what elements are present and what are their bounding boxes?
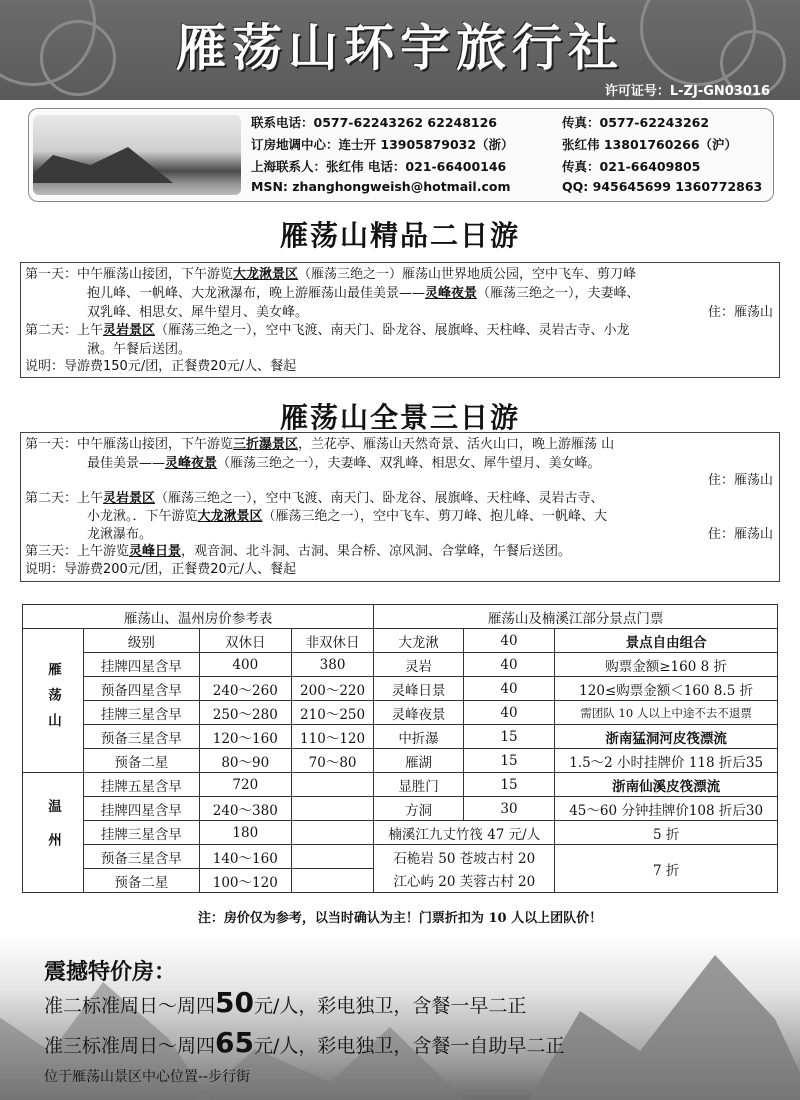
promo-title: 震撼特价房： — [44, 960, 177, 985]
ticket-price: 30 — [463, 797, 555, 821]
hotel-weekend-price: 240～380 — [199, 797, 291, 821]
promo-l2-text: 准三标准周日～周四 — [44, 1035, 216, 1057]
hotel-weekday-price — [291, 773, 374, 797]
hotel-weekday-price: 200～220 — [291, 677, 374, 701]
fax2-label: 传真： — [562, 159, 600, 174]
tour3-day2-text: 龙湫瀑布。 — [87, 527, 153, 542]
tour3-title: 雁荡山全景三日游 — [279, 401, 520, 434]
hotel-weekend-price: 80～90 — [199, 749, 291, 773]
ticket-price: 40 — [463, 653, 555, 677]
tour3-day1-text: （雁荡三绝之一），夫妻峰、双乳峰、相思女、犀牛望月、美女峰。 — [217, 456, 601, 471]
tour2-title: 雁荡山精品二日游 — [279, 219, 520, 252]
tour3-day2-text: 小龙湫。．下午游览 — [87, 509, 198, 524]
ticket-name: 灵岩 — [374, 653, 463, 677]
qq-label: QQ: — [562, 179, 589, 194]
hotel-weekend-price: 720 — [199, 773, 291, 797]
hotel-weekday-price: 70～80 — [291, 749, 374, 773]
combo-info: 1.5～2 小时挂牌价 118 折后35 — [555, 749, 778, 773]
tour3-day1-text: 最佳美景—— — [87, 456, 166, 471]
tour3-day2-text: 第二天：上午 — [25, 491, 104, 506]
contact-box — [28, 108, 774, 202]
combo-info: 45～60 分钟挂牌价108 折后30 — [555, 797, 778, 821]
hotel-level: 预备二星 — [84, 869, 200, 893]
nanxi-raft-price: 楠溪江九丈竹筏 47 元/人 — [374, 821, 555, 845]
agency-title: 雁荡山环宇旅行社 — [176, 19, 624, 77]
shiwei-ticket: 石桅岩 50 苍坡古村 20 — [374, 845, 555, 869]
tour3-lingfeng-day: 灵峰日景 — [129, 544, 182, 559]
ticket-price: 15 — [463, 773, 555, 797]
tour3-day3-text: ，观音洞、北斗洞、古洞、果合桥、凉风洞、合掌峰，午餐后送团。 — [181, 544, 572, 559]
tour3-day2-text: （雁荡三绝之一），空中飞渡、南天门、卧龙谷、展旗峰、天柱峰、灵岩古寺、 — [155, 491, 604, 506]
city-yandangshan: 雁荡山 — [23, 629, 84, 773]
landscape-photo — [33, 115, 241, 195]
fax-label: 传真： — [562, 115, 600, 130]
col-level-header: 级别 — [84, 629, 200, 653]
ticket-price: 40 — [463, 701, 555, 725]
ticket-name: 灵峰日景 — [374, 677, 463, 701]
hotel-level: 预备二星 — [84, 749, 200, 773]
tour2-day1-text: 第一天：中午雁荡山接团，下午游览 — [25, 267, 234, 282]
tour3-day2-text: （雁荡三绝之一），空中飞车、剪刀峰、抱儿峰、一帆峰、大 — [262, 509, 608, 524]
hotel-weekday-price — [291, 845, 374, 869]
jiangxin-ticket: 江心屿 20 芙蓉古村 20 — [374, 869, 555, 893]
hotel-weekday-price — [291, 869, 374, 893]
hotel-weekend-price: 240～260 — [199, 677, 291, 701]
price-note: 注：房价仅为参考，以当时确认为主！门票折扣为 10 人以上团队价！ — [197, 911, 603, 926]
tour2-day2-text: （雁荡三绝之一），空中飞渡、南天门、卧龙谷、展旗峰、天柱峰、灵岩古寺、小龙 — [155, 323, 630, 338]
shanghai-label: 上海联系人： — [251, 159, 327, 174]
hotel-level: 预备三星含早 — [84, 845, 200, 869]
hotel-level: 挂牌三星含早 — [84, 701, 200, 725]
msn-value[interactable]: zhanghongweish@hotmail.com — [292, 179, 511, 194]
zhang-contact: 张红伟 13801760266（沪） — [562, 137, 738, 152]
ticket-name: 大龙湫 — [374, 629, 463, 653]
promo-line-1 — [44, 986, 526, 1019]
combo-info: 120≤购票金额＜160 8.5 折 — [555, 677, 778, 701]
tour2-day1-text: 双乳峰、相思女、犀牛望月、美女峰。 — [87, 305, 309, 320]
tour2-day2-text: 湫。午餐后送团。 — [87, 342, 192, 357]
hotel-level: 挂牌四星含早 — [84, 797, 200, 821]
ticket-price: 15 — [463, 749, 555, 773]
hotel-weekend-price: 180 — [199, 821, 291, 845]
hotel-weekend-price: 120～160 — [199, 725, 291, 749]
tour3-day3-text: 第三天：上午游览 — [25, 544, 130, 559]
col-weekend-header: 双休日 — [199, 629, 291, 653]
tour2-day2-text: 第二天：上午 — [25, 323, 104, 338]
tour3-note: 说明：导游费200元/团，正餐费20元/人、餐起 — [25, 562, 297, 577]
combo-discount: 7 折 — [555, 845, 778, 893]
tour2-itinerary — [20, 262, 780, 378]
tour2-lingfeng-night: 灵峰夜景 — [425, 286, 478, 301]
promo-l1-text: 元/人，彩电独卫，含餐一早二正 — [253, 995, 527, 1017]
qq-value: 945645699 1360772863 — [592, 179, 763, 194]
ticket-price: 15 — [463, 725, 555, 749]
booking-label: 订房地调中心： — [251, 137, 339, 152]
promo-l1-price: 50 — [215, 986, 254, 1019]
tour2-note: 说明：导游费150元/团，正餐费20元/人、餐起 — [25, 359, 297, 374]
tour2-day1-text: 抱儿峰、一帆峰、大龙湫瀑布，晚上游雁荡山最佳美景—— — [87, 286, 426, 301]
phone-value: 0577-62243262 62248126 — [313, 115, 498, 130]
tour2-lingyan-link: 灵岩景区 — [103, 323, 156, 338]
tour3-lingyan-link: 灵岩景区 — [103, 491, 156, 506]
ticket-table-title: 雁荡山及楠溪江部分景点门票 — [374, 605, 778, 629]
hotel-weekend-price: 250～280 — [199, 701, 291, 725]
promo-line-2 — [44, 1026, 564, 1059]
hotel-level: 预备三星含早 — [84, 725, 200, 749]
hotel-weekend-price: 100～120 — [199, 869, 291, 893]
tour2-dalongqiu-link: 大龙湫景区 — [233, 267, 299, 282]
price-table — [22, 604, 778, 893]
fax2-value: 021-66409805 — [599, 159, 701, 174]
tour2-day1-stay: 住：雁荡山 — [707, 305, 773, 320]
tour3-itinerary — [20, 432, 780, 582]
hotel-weekend-price: 400 — [199, 653, 291, 677]
hotel-weekend-price: 140～160 — [199, 845, 291, 869]
hotel-level: 挂牌五星含早 — [84, 773, 200, 797]
permit-number: 许可证号：L-ZJ-GN03016 — [604, 84, 770, 99]
tour2-day1-text: （雁荡三绝之一）雁荡山世界地质公园，空中飞车、剪刀峰 — [298, 267, 637, 282]
tour3-day1-text: 第一天：中午雁荡山接团，下午游览 — [25, 437, 234, 452]
tour3-dalongqiu-link: 大龙湫景区 — [197, 509, 263, 524]
hotel-weekday-price: 380 — [291, 653, 374, 677]
promo-location: 位于雁荡山景区中心位置--步行街 — [44, 1069, 251, 1085]
combo-info: 浙南仙溪皮筏漂流 — [555, 773, 778, 797]
hotel-level: 预备四星含早 — [84, 677, 200, 701]
header-banner — [0, 0, 800, 100]
ticket-name: 中折瀑 — [374, 725, 463, 749]
promo-l2-text: 元/人，彩电独卫，含餐一自助早二正 — [253, 1035, 565, 1057]
nanxi-discount: 5 折 — [555, 821, 778, 845]
ticket-name: 灵峰夜景 — [374, 701, 463, 725]
fax-value: 0577-62243262 — [599, 115, 710, 130]
tour3-day2-stay: 住：雁荡山 — [707, 527, 773, 542]
hotel-weekday-price — [291, 797, 374, 821]
tour2-day1-text: （雁荡三绝之一），夫妻峰、 — [477, 286, 640, 301]
tour3-day1-stay: 住：雁荡山 — [707, 473, 773, 488]
tour3-day1-text: ，兰花亭、雁荡山天然奇景、活火山口，晚上游雁荡 山 — [298, 437, 615, 452]
phone-label: 联系电话： — [251, 115, 314, 130]
msn-label: MSN: — [251, 179, 288, 194]
hotel-table-title: 雁荡山、温州房价参考表 — [23, 605, 374, 629]
shanghai-value: 张红伟 电话：021-66400146 — [326, 159, 507, 174]
combo-info: 购票金额≥160 8 折 — [555, 653, 778, 677]
hotel-weekday-price — [291, 821, 374, 845]
ticket-name: 显胜门 — [374, 773, 463, 797]
combo-info: 需团队 10 人以上中途不去不退票 — [555, 701, 778, 725]
col-weekday-header: 非双休日 — [291, 629, 374, 653]
hotel-weekday-price: 210～250 — [291, 701, 374, 725]
combo-info: 景点自由组合 — [555, 629, 778, 653]
promo-l1-text: 准二标准周日～周四 — [44, 995, 216, 1017]
hotel-level: 挂牌三星含早 — [84, 821, 200, 845]
tour3-lingfeng-night: 灵峰夜景 — [165, 456, 218, 471]
booking-value: 连士开 13905879032（浙） — [338, 137, 514, 152]
tour3-sanzhepu-link: 三折瀑景区 — [233, 437, 299, 452]
ticket-name: 雁湖 — [374, 749, 463, 773]
combo-info: 浙南猛洞河皮筏漂流 — [555, 725, 778, 749]
ticket-price: 40 — [463, 677, 555, 701]
ticket-name: 方洞 — [374, 797, 463, 821]
ticket-price: 40 — [463, 629, 555, 653]
hotel-weekday-price: 110～120 — [291, 725, 374, 749]
promo-l2-price: 65 — [215, 1026, 254, 1059]
city-wenzhou: 温州 — [23, 773, 84, 893]
hotel-level: 挂牌四星含早 — [84, 653, 200, 677]
